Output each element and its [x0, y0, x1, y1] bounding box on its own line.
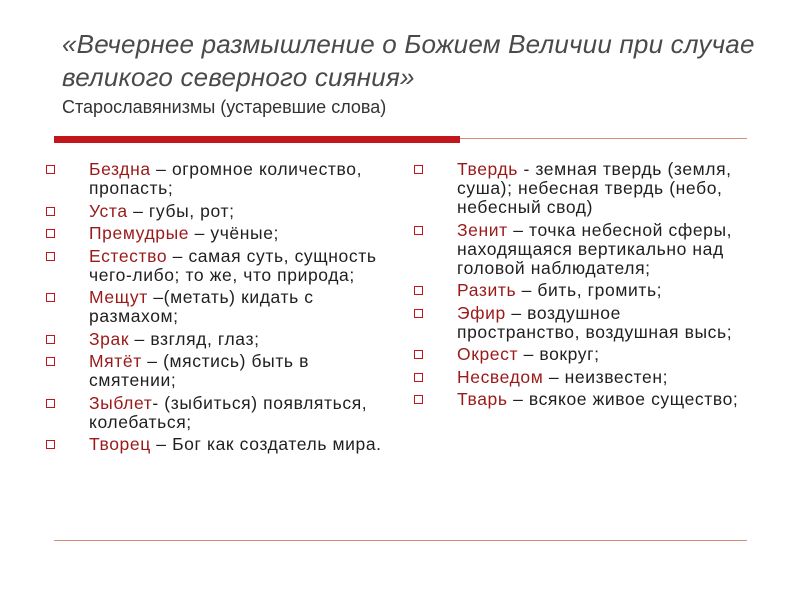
glossary-item — [42, 435, 392, 454]
glossary-term: Уста — [89, 200, 128, 221]
square-bullet-icon — [414, 226, 423, 235]
glossary-item — [410, 304, 740, 342]
glossary-definition: – учёные; — [189, 223, 280, 243]
square-bullet-icon — [46, 399, 55, 408]
glossary-definition: – губы, рот; — [127, 200, 235, 221]
glossary-item — [410, 390, 740, 409]
glossary-term: Естество — [89, 245, 168, 266]
square-bullet-icon — [46, 440, 55, 449]
glossary-term: Окрест — [457, 344, 519, 364]
glossary-definition: - земная твердь (земля, суша); небесная твердь (небо, небесный свод) — [457, 159, 732, 217]
slide-subtitle: Старославянизмы (устаревшие слова) — [62, 97, 387, 117]
glossary-item — [42, 330, 392, 349]
glossary-definition: –(метать) кидать с размахом; — [89, 287, 314, 326]
glossary-item — [410, 281, 740, 300]
glossary-definition: – бить, громить; — [516, 280, 663, 300]
glossary-term: Несведом — [457, 366, 544, 387]
glossary-left-column — [42, 160, 392, 458]
glossary-item — [410, 160, 740, 217]
glossary-item — [410, 221, 740, 278]
glossary-term: Зыблет — [89, 392, 153, 413]
square-bullet-icon — [46, 357, 55, 366]
glossary-item — [410, 368, 740, 387]
glossary-definition: – взгляд, глаз; — [129, 328, 260, 349]
square-bullet-icon — [414, 165, 423, 174]
glossary-right-column — [410, 160, 740, 413]
glossary-term: Зенит — [457, 219, 508, 240]
glossary-definition: – огромное количество, пропасть; — [89, 159, 363, 198]
square-bullet-icon — [46, 252, 55, 261]
glossary-definition: - (зыбиться) появляться, колебаться; — [89, 392, 368, 432]
glossary-definition: – неизвестен; — [543, 366, 669, 387]
square-bullet-icon — [414, 373, 423, 382]
glossary-term: Зрак — [89, 328, 130, 349]
footer-divider-line — [54, 540, 747, 541]
glossary-term: Тварь — [457, 389, 508, 409]
square-bullet-icon — [414, 395, 423, 404]
glossary-term: Разить — [457, 280, 517, 300]
square-bullet-icon — [46, 335, 55, 344]
square-bullet-icon — [414, 350, 423, 359]
title-accent-bar — [54, 136, 460, 143]
glossary-term: Мятёт — [89, 351, 142, 371]
glossary-term: Премудрые — [89, 223, 190, 243]
glossary-definition: – Бог как создатель мира. — [150, 434, 382, 454]
glossary-item — [42, 394, 392, 432]
square-bullet-icon — [414, 309, 423, 318]
glossary-item — [410, 345, 740, 364]
glossary-term: Твердь — [457, 159, 519, 179]
glossary-term: Мещут — [89, 287, 148, 307]
glossary-item — [42, 352, 392, 390]
glossary-item — [42, 288, 392, 326]
glossary-item — [42, 224, 392, 243]
glossary-item — [42, 247, 392, 285]
square-bullet-icon — [46, 293, 55, 302]
glossary-term: Бездна — [89, 159, 151, 179]
square-bullet-icon — [46, 229, 55, 238]
slide-title: «Вечернее размышление о Божием Величии при случае великого северного сияния» — [62, 29, 755, 92]
square-bullet-icon — [414, 286, 423, 295]
glossary-definition: – самая суть, сущность чего-либо; то же, что природа; — [89, 245, 377, 285]
glossary-definition: – (мястись) быть в смятении; — [89, 351, 310, 390]
glossary-item — [42, 160, 392, 198]
square-bullet-icon — [46, 207, 55, 216]
glossary-definition: – воздушное пространство, воздушная высь; — [457, 302, 733, 342]
glossary-item — [42, 202, 392, 221]
glossary-term: Творец — [89, 434, 151, 454]
square-bullet-icon — [46, 165, 55, 174]
glossary-definition: – точка небесной сферы, находящаяся вертикально над головой наблюдателя; — [457, 219, 733, 278]
glossary-definition: – вокруг; — [518, 344, 600, 364]
glossary-term: Эфир — [457, 302, 506, 323]
glossary-definition: – всякое живое существо; — [507, 389, 739, 409]
